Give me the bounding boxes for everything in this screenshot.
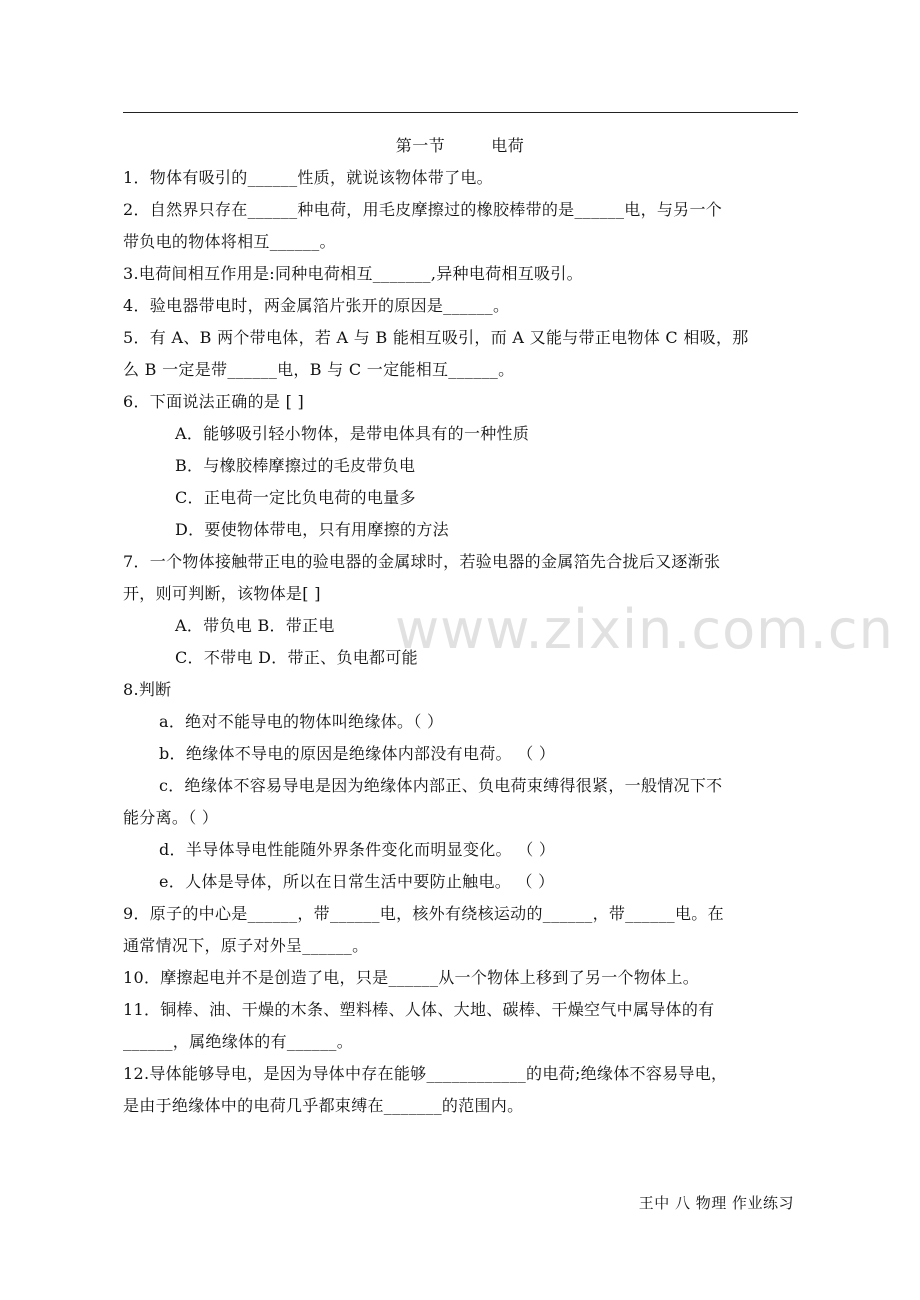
q3-line: 3.电荷间相互作用是:同种电荷相互_______,异种电荷相互吸引。 xyxy=(123,264,583,283)
q6-option-b: B．与橡胶棒摩擦过的毛皮带负电 xyxy=(175,456,416,475)
q6-option-c: C．正电荷一定比负电荷的电量多 xyxy=(175,488,416,507)
q1-line: 1．物体有吸引的______性质，就说该物体带了电。 xyxy=(123,168,493,187)
section-topic: 电荷 xyxy=(491,136,525,155)
q8-item-c-2: 能分离。（ ） xyxy=(123,808,219,827)
q2-line-1: 2．自然界只存在______种电荷，用毛皮摩擦过的橡胶棒带的是______电，与另一个 xyxy=(123,200,723,219)
q12-line-1: 12.导体能够导电，是因为导体中存在能够____________的电荷;绝缘体不容易导电， xyxy=(123,1064,728,1083)
q7-options-cd: C．不带电 D．带正、负电都可能 xyxy=(175,648,418,667)
q6-option-d: D．要使物体带电，只有用摩擦的方法 xyxy=(175,520,449,539)
q9-line-2: 通常情况下，原子对外呈______。 xyxy=(123,936,369,955)
q6-line: 6．下面说法正确的是 [ ] xyxy=(123,392,305,411)
q7-options-ab: A．带负电 B．带正电 xyxy=(175,616,335,635)
section-title xyxy=(0,133,920,156)
q4-line: 4．验电器带电时，两金属箔片张开的原因是______。 xyxy=(123,296,510,315)
watermark: www.zixin.com.cn xyxy=(395,598,894,661)
q5-line-1: 5．有 A、B 两个带电体，若 A 与 B 能相互吸引，而 A 又能与带正电物体 C 相吸，那 xyxy=(123,328,749,347)
page-footer: 王中 八 物理 作业练习 xyxy=(638,1194,794,1212)
section-number: 第一节 xyxy=(395,136,446,155)
q12-line-2: 是由于绝缘体中的电荷几乎都束缚在_______的范围内。 xyxy=(123,1096,524,1115)
q8-item-e: e．人体是导体，所以在日常生活中要防止触电。 （ ） xyxy=(159,872,555,891)
q8-item-d: d．半导体导电性能随外界条件变化而明显变化。 （ ） xyxy=(159,840,556,859)
q11-line-2: ______，属绝缘体的有______。 xyxy=(123,1032,353,1051)
q8-heading: 8.判断 xyxy=(123,680,172,699)
q2-line-2: 带负电的物体将相互______。 xyxy=(123,232,336,251)
q11-line-1: 11．铜棒、油、干燥的木条、塑料棒、人体、大地、碳棒、干燥空气中属导体的有 xyxy=(123,1000,715,1019)
q8-item-b: b．绝缘体不导电的原因是绝缘体内部没有电荷。 （ ） xyxy=(159,744,556,763)
q7-line-2: 开，则可判断，该物体是[ ] xyxy=(123,584,321,603)
q5-line-2: 么 B 一定是带______电，B 与 C 一定能相互______。 xyxy=(123,360,515,379)
q7-line-1: 7．一个物体接触带正电的验电器的金属球时，若验电器的金属箔先合拢后又逐渐张 xyxy=(123,552,721,571)
q8-item-a: a．绝对不能导电的物体叫绝缘体。（ ） xyxy=(159,712,444,731)
q8-item-c-1: c．绝缘体不容易导电是因为绝缘体内部正、负电荷束缚得很紧，一般情况下不 xyxy=(159,776,723,795)
q9-line-1: 9．原子的中心是______，带______电，核外有绕核运动的______，带______电。在 xyxy=(123,904,724,923)
q6-option-a: A．能够吸引轻小物体，是带电体具有的一种性质 xyxy=(175,424,530,443)
header-rule xyxy=(123,112,798,113)
q10-line: 10．摩擦起电并不是创造了电，只是______从一个物体上移到了另一个物体上。 xyxy=(123,968,700,987)
